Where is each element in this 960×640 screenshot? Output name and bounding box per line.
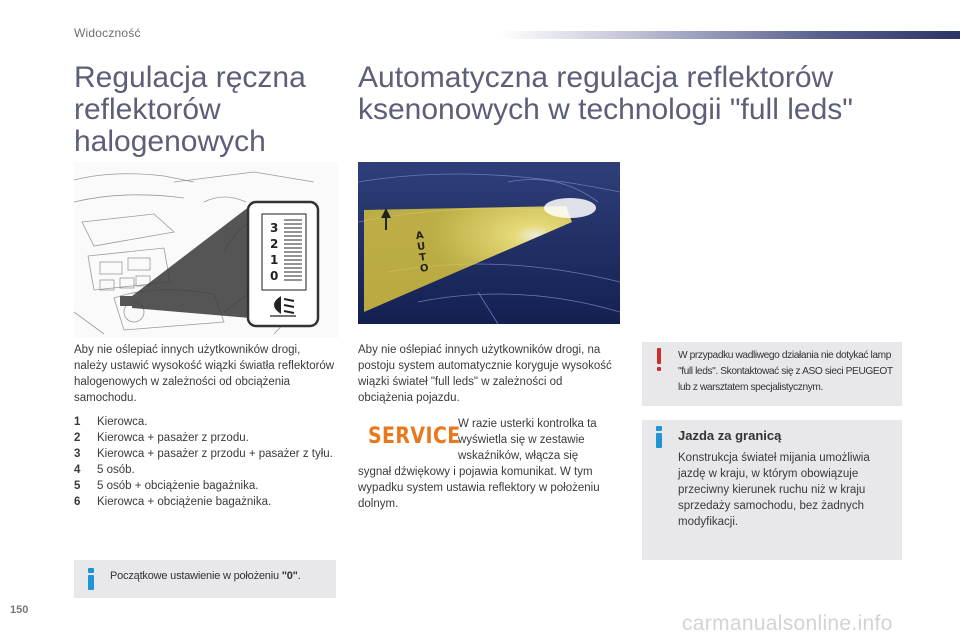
list-item: [74, 494, 336, 510]
driving-abroad-box: [642, 420, 902, 560]
list-text: Kierowca + pasażer z przodu + pasażer z tyłu.: [97, 448, 333, 460]
right-title: Automatyczna regulacja reflektorów ksenonowych w technologii "full leds": [358, 61, 853, 126]
list-item: [74, 462, 336, 478]
header-bar: [500, 31, 960, 39]
list-number: 2: [74, 432, 81, 444]
driving-abroad-title: Jazda za granicą: [678, 428, 782, 443]
info-text-bold: "0": [281, 570, 298, 582]
dashboard-drawing: [74, 162, 338, 338]
dial-mark: 0: [270, 269, 279, 283]
info-text-prefix: Początkowe ustawienie w położeniu: [110, 570, 282, 582]
watermark: carmanualsonline.info: [682, 612, 893, 635]
list-number: 1: [74, 416, 81, 428]
dial-mark: 1: [270, 253, 279, 267]
headlight-illustration: [358, 162, 620, 324]
section-label: Widoczność: [74, 26, 141, 40]
dial-mark: 3: [270, 221, 279, 235]
initial-setting-info-box: [74, 560, 336, 598]
list-item: [74, 446, 336, 462]
right-paragraph-3: sygnał dźwiękowy i pojawia komunikat. W tym wypadku system ustawia reflektory w położeniu dolnym.: [358, 466, 600, 510]
list-item: [74, 414, 336, 430]
list-text: Kierowca + obciążenie bagażnika.: [97, 496, 272, 508]
list-number: 6: [74, 496, 81, 508]
dial-mark: 2: [270, 237, 279, 251]
info-icon: [655, 426, 663, 450]
list-text: 5 osób + obciążenie bagażnika.: [97, 480, 259, 492]
headlamp-dial: [248, 202, 318, 326]
info-text: [110, 570, 301, 582]
auto-label-text: AUTO: [380, 229, 426, 247]
right-paragraph-1: Aby nie oślepiać innych użytkowników drogi, na postoju system automatycznie koryguje wysokość wiązki świateł "full leds" w zależności od obciążenia pojazdu.: [358, 344, 612, 404]
left-title: Regulacja ręczna reflektorów halogenowych: [74, 61, 306, 158]
list-item: [74, 430, 336, 446]
warning-box: [642, 342, 902, 406]
exclamation-icon: [654, 348, 664, 372]
warning-text: W przypadku wadliwego działania nie dotykać lamp "full leds". Skontaktować się z ASO sieci PEUGEOT lub z warsztatem specjalistycznym.: [678, 350, 893, 393]
list-text: Kierowca.: [97, 416, 148, 428]
list-number: 5: [74, 480, 81, 492]
list-item: [74, 478, 336, 494]
headlamp-glow: [544, 198, 596, 218]
list-text: Kierowca + pasażer z przodu.: [97, 432, 249, 444]
load-position-list: [74, 414, 336, 510]
list-number: 4: [74, 464, 81, 476]
service-warning-lamp: SERVICE: [368, 424, 461, 449]
driving-abroad-text: Konstrukcja świateł mijania umożliwia jazdę w kraju, w którym obowiązuje przeciwny kierunek ruchu niż w kraju sprzedaży samochodu, bez żadnych modyfikacji.: [678, 452, 870, 528]
right-paragraph-2: W razie usterki kontrolka ta wyświetla się w zestawie wskaźników, włącza się: [458, 418, 597, 462]
headlight-drawing: [358, 162, 620, 324]
page-number: 150: [10, 604, 29, 616]
dashboard-illustration: [74, 162, 338, 338]
list-number: 3: [74, 448, 81, 460]
info-text-suffix: .: [297, 570, 301, 582]
info-icon: [87, 568, 95, 592]
list-text: 5 osób.: [97, 464, 135, 476]
left-paragraph: Aby nie oślepiać innych użytkowników drogi, należy ustawić wysokość wiązki światła reflektorów halogenowych w zależności od obciążenia samochodu.: [74, 344, 335, 404]
